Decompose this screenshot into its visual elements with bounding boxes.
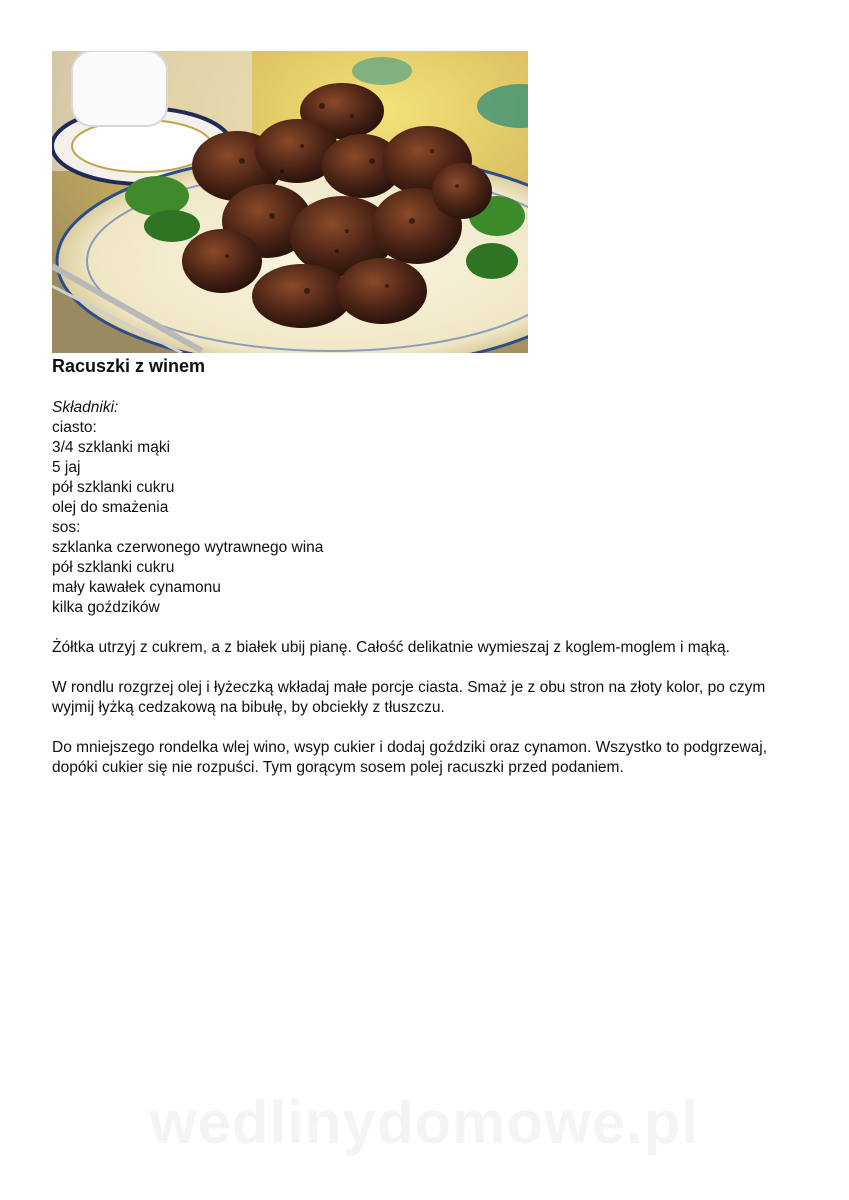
recipe-photo: [52, 51, 528, 353]
ingredient-item: mały kawałek cynamonu: [52, 579, 221, 596]
ingredient-item: ciasto:: [52, 419, 97, 436]
instruction-paragraph: Do mniejszego rondelka wlej wino, wsyp cukier i dodaj goździki oraz cynamon. Wszystko to podgrzewaj, dopóki cukier się nie rozpuści. Tym gorącym sosem polej racuszki przed podaniem.: [52, 739, 768, 776]
watermark: wedlinydomowe.pl: [149, 1089, 700, 1156]
ingredient-item: kilka goździków: [52, 599, 160, 616]
instructions: [52, 638, 802, 778]
ingredients-list: [52, 418, 802, 618]
ingredients-heading: Składniki:: [52, 399, 119, 416]
instruction-paragraph: Żółtka utrzyj z cukrem, a z białek ubij pianę. Całość delikatnie wymieszaj z koglem-moglem i mąką.: [52, 639, 730, 656]
ingredient-item: 5 jaj: [52, 459, 81, 476]
ingredient-item: pół szklanki cukru: [52, 559, 175, 576]
ingredient-item: olej do smażenia: [52, 499, 169, 516]
recipe-content: [52, 398, 802, 778]
ingredient-item: 3/4 szklanki mąki: [52, 439, 171, 456]
ingredient-item: sos:: [52, 519, 81, 536]
instruction-paragraph: W rondlu rozgrzej olej i łyżeczką wkładaj małe porcje ciasta. Smaż je z obu stron na złoty kolor, po czym wyjmij łyżką cedzakową na bibułę, by obciekły z tłuszczu.: [52, 679, 766, 716]
recipe-title: Racuszki z winem: [52, 356, 206, 376]
ingredient-item: szklanka czerwonego wytrawnego wina: [52, 539, 324, 556]
ingredient-item: pół szklanki cukru: [52, 479, 175, 496]
